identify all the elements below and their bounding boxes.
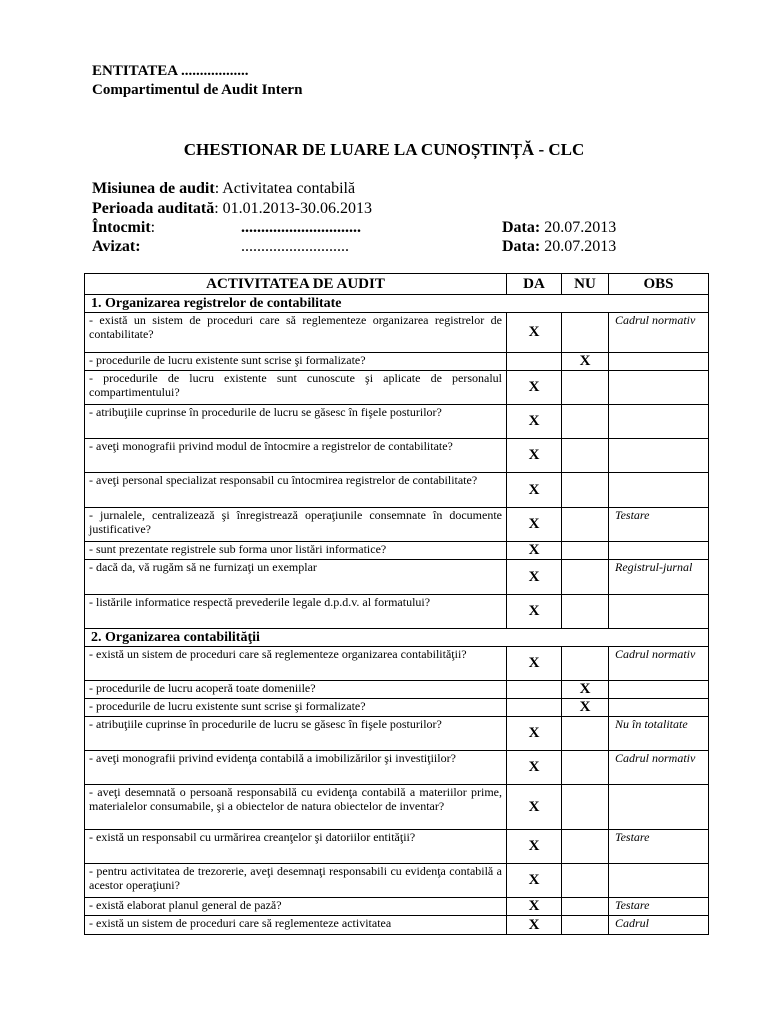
table-row <box>85 916 709 935</box>
nu-cell <box>562 785 609 830</box>
nu-cell <box>562 916 609 935</box>
col-activity-header: ACTIVITATEA DE AUDIT <box>85 274 507 295</box>
table-row <box>85 699 709 717</box>
nu-cell <box>562 751 609 785</box>
nu-cell <box>562 313 609 353</box>
obs-cell: Testare <box>609 508 709 542</box>
question-cell: - listările informatice respectă prevederile legale d.p.d.v. al formatului? <box>85 595 507 629</box>
prepared-line <box>92 218 155 238</box>
question-cell: - procedurile de lucru acoperă toate domeniile? <box>85 681 507 699</box>
nu-cell <box>562 560 609 595</box>
nu-cell <box>562 473 609 508</box>
question-cell: - există un sistem de proceduri care să reglementeze organizarea registrelor de contabilitate? <box>85 313 507 353</box>
question-cell: - procedurile de lucru existente sunt scrise şi formalizate? <box>85 353 507 371</box>
approved-date-label: Data: <box>502 238 541 255</box>
question-cell: - aveţi desemnată o persoană responsabilă cu evidenţa contabilă a materiilor prime, materialelor consumabile, şi a obiectelor de natura obiectelor de inventar? <box>85 785 507 830</box>
audit-table <box>84 273 709 935</box>
da-cell: X <box>507 473 562 508</box>
period-label: Perioada auditată <box>92 200 215 217</box>
table-row <box>85 751 709 785</box>
obs-cell <box>609 439 709 473</box>
table-row <box>85 542 709 560</box>
da-cell <box>507 353 562 371</box>
da-cell <box>507 699 562 717</box>
nu-cell <box>562 864 609 898</box>
period-line <box>92 199 372 219</box>
question-cell: - procedurile de lucru existente sunt cunoscute şi aplicate de personalul compartimentului? <box>85 371 507 405</box>
da-cell: X <box>507 785 562 830</box>
da-cell: X <box>507 371 562 405</box>
obs-cell <box>609 681 709 699</box>
question-cell: - jurnalele, centralizează şi înregistrează operaţiunile consemnate în documente justificative? <box>85 508 507 542</box>
table-row <box>85 560 709 595</box>
question-cell: - atribuţiile cuprinse în procedurile de lucru se găsesc în fişele posturilor? <box>85 717 507 751</box>
table-row <box>85 439 709 473</box>
section-title: 1. Organizarea registrelor de contabilitate <box>85 295 709 313</box>
nu-cell <box>562 542 609 560</box>
prepared-colon: : <box>150 219 156 236</box>
col-obs-header: OBS <box>609 274 709 295</box>
table-row <box>85 405 709 439</box>
da-cell: X <box>507 864 562 898</box>
nu-cell <box>562 371 609 405</box>
da-cell: X <box>507 647 562 681</box>
section-title: 2. Organizarea contabilităţii <box>85 629 709 647</box>
da-cell: X <box>507 751 562 785</box>
approved-line <box>92 237 141 257</box>
prepared-date-value: 20.07.2013 <box>540 219 617 236</box>
question-cell: - sunt prezentate registrele sub forma unor listări informatice? <box>85 542 507 560</box>
da-cell: X <box>507 542 562 560</box>
nu-cell <box>562 647 609 681</box>
question-cell: - există un sistem de proceduri care să reglementeze organizarea contabilităţii? <box>85 647 507 681</box>
da-cell: X <box>507 916 562 935</box>
da-cell: X <box>507 717 562 751</box>
prepared-date <box>502 218 616 238</box>
table-row <box>85 508 709 542</box>
table-row <box>85 353 709 371</box>
nu-cell <box>562 595 609 629</box>
nu-cell <box>562 439 609 473</box>
obs-cell: Registrul-jurnal <box>609 560 709 595</box>
da-cell: X <box>507 313 562 353</box>
obs-cell <box>609 405 709 439</box>
department-line: Compartimentul de Audit Intern <box>92 82 303 98</box>
question-cell: - atribuţiile cuprinse în procedurile de lucru se găsesc în fişele posturilor? <box>85 405 507 439</box>
obs-cell: Cadrul <box>609 916 709 935</box>
approved-label: Avizat: <box>92 238 141 255</box>
page-title: CHESTIONAR DE LUARE LA CUNOȘTINȚĂ - CLC <box>183 140 585 159</box>
approved-dots: ........................... <box>241 238 349 255</box>
obs-cell <box>609 353 709 371</box>
obs-cell <box>609 542 709 560</box>
obs-cell: Cadrul normativ <box>609 647 709 681</box>
table-row <box>85 681 709 699</box>
table-header-row <box>85 274 709 295</box>
approved-date <box>502 237 616 257</box>
table-row <box>85 647 709 681</box>
obs-cell <box>609 785 709 830</box>
da-cell: X <box>507 898 562 916</box>
obs-cell: Cadrul normativ <box>609 313 709 353</box>
table-body <box>85 295 709 935</box>
nu-cell <box>562 717 609 751</box>
question-cell: - procedurile de lucru existente sunt scrise şi formalizate? <box>85 699 507 717</box>
nu-cell: X <box>562 353 609 371</box>
section-row <box>85 629 709 647</box>
entity-line: ENTITATEA .................. <box>92 63 249 79</box>
nu-cell <box>562 405 609 439</box>
period-value: : 01.01.2013-30.06.2013 <box>214 200 372 217</box>
mission-value: : Activitatea contabilă <box>214 180 356 197</box>
mission-label: Misiunea de audit <box>92 180 215 197</box>
table-row <box>85 595 709 629</box>
col-da-header: DA <box>507 274 562 295</box>
question-cell: - aveţi monografii privind evidenţa contabilă a imobilizărilor şi investiţiilor? <box>85 751 507 785</box>
nu-cell <box>562 898 609 916</box>
obs-cell <box>609 473 709 508</box>
table-row <box>85 473 709 508</box>
question-cell: - aveţi monografii privind modul de întocmire a registrelor de contabilitate? <box>85 439 507 473</box>
da-cell: X <box>507 595 562 629</box>
da-cell: X <box>507 405 562 439</box>
da-cell <box>507 681 562 699</box>
question-cell: - există elaborat planul general de pază? <box>85 898 507 916</box>
table-row <box>85 313 709 353</box>
col-nu-header: NU <box>562 274 609 295</box>
obs-cell <box>609 595 709 629</box>
table-row <box>85 371 709 405</box>
prepared-date-label: Data: <box>502 219 541 236</box>
obs-cell: Testare <box>609 898 709 916</box>
question-cell: - pentru activitatea de trezorerie, aveţi desemnaţi responsabili cu evidenţa contabilă a acestor operaţiuni? <box>85 864 507 898</box>
da-cell: X <box>507 830 562 864</box>
table-row <box>85 830 709 864</box>
table-row <box>85 898 709 916</box>
da-cell: X <box>507 560 562 595</box>
approved-date-value: 20.07.2013 <box>540 238 617 255</box>
prepared-label: Întocmit <box>92 219 151 236</box>
da-cell: X <box>507 439 562 473</box>
nu-cell <box>562 508 609 542</box>
table-row <box>85 785 709 830</box>
obs-cell: Nu în totalitate <box>609 717 709 751</box>
obs-cell: Testare <box>609 830 709 864</box>
question-cell: - există un sistem de proceduri care să reglementeze activitatea <box>85 916 507 935</box>
table-row <box>85 717 709 751</box>
obs-cell <box>609 699 709 717</box>
nu-cell: X <box>562 681 609 699</box>
obs-cell <box>609 371 709 405</box>
mission-line <box>92 179 355 199</box>
nu-cell: X <box>562 699 609 717</box>
table-row <box>85 864 709 898</box>
section-row <box>85 295 709 313</box>
prepared-dots: .............................. <box>241 219 361 236</box>
da-cell: X <box>507 508 562 542</box>
question-cell: - aveţi personal specializat responsabil cu întocmirea registrelor de contabilitate? <box>85 473 507 508</box>
nu-cell <box>562 830 609 864</box>
obs-cell <box>609 864 709 898</box>
question-cell: - dacă da, vă rugăm să ne furnizaţi un exemplar <box>85 560 507 595</box>
obs-cell: Cadrul normativ <box>609 751 709 785</box>
question-cell: - există un responsabil cu urmărirea creanţelor şi datoriilor entităţii? <box>85 830 507 864</box>
